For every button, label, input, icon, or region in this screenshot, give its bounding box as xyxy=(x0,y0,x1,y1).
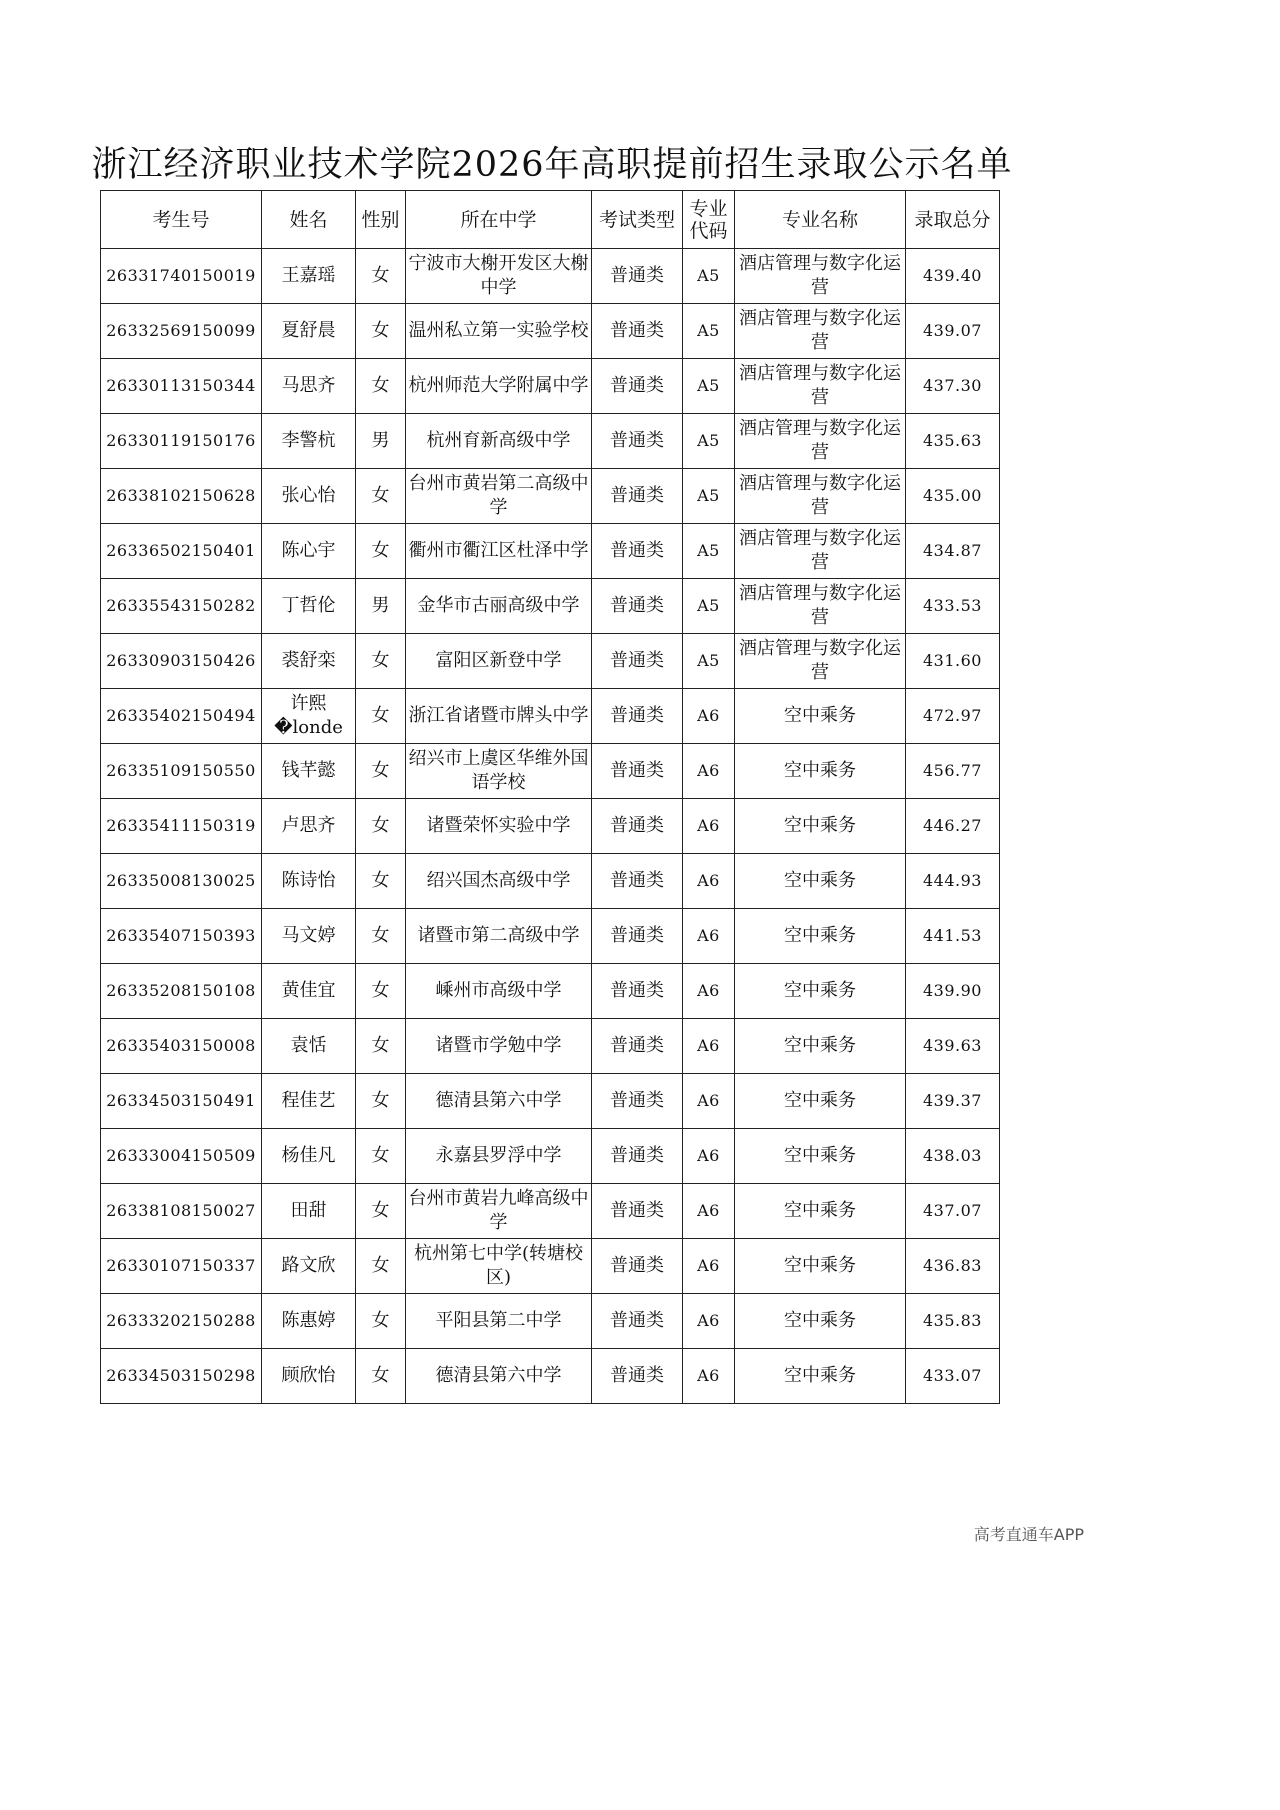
candidate-id-cell: 26330113150344 xyxy=(101,359,262,414)
exam-type-cell: 普通类 xyxy=(592,1074,683,1129)
candidate-id-cell: 26335208150108 xyxy=(101,964,262,1019)
major-code-cell: A5 xyxy=(683,634,735,689)
total-score-cell: 433.07 xyxy=(906,1349,1000,1404)
column-header: 所在中学 xyxy=(406,191,592,249)
candidate-id-cell: 26330107150337 xyxy=(101,1239,262,1294)
school-cell: 德清县第六中学 xyxy=(406,1349,592,1404)
name-cell: 黄佳宜 xyxy=(262,964,356,1019)
table-row xyxy=(101,799,1000,854)
candidate-id-cell: 26335411150319 xyxy=(101,799,262,854)
watermark-text: 高考直通车APP xyxy=(973,1525,1084,1544)
column-header: 专业代码 xyxy=(683,191,735,249)
school-cell: 德清县第六中学 xyxy=(406,1074,592,1129)
name-cell: 夏舒晨 xyxy=(262,304,356,359)
table-row xyxy=(101,249,1000,304)
school-cell: 杭州育新高级中学 xyxy=(406,414,592,469)
major-name-cell: 空中乘务 xyxy=(735,1349,906,1404)
gender-cell: 女 xyxy=(356,744,406,799)
table-row xyxy=(101,689,1000,744)
table-row xyxy=(101,1074,1000,1129)
school-cell: 诸暨市第二高级中学 xyxy=(406,909,592,964)
table-row xyxy=(101,1239,1000,1294)
total-score-cell: 439.40 xyxy=(906,249,1000,304)
table-row xyxy=(101,1184,1000,1239)
name-cell: 钱芊懿 xyxy=(262,744,356,799)
gender-cell: 女 xyxy=(356,1019,406,1074)
table-body xyxy=(101,249,1000,1404)
name-cell: 王嘉瑶 xyxy=(262,249,356,304)
school-cell: 富阳区新登中学 xyxy=(406,634,592,689)
name-cell: 张心怡 xyxy=(262,469,356,524)
total-score-cell: 472.97 xyxy=(906,689,1000,744)
gender-cell: 女 xyxy=(356,909,406,964)
name-cell: 陈心宇 xyxy=(262,524,356,579)
major-code-cell: A6 xyxy=(683,1239,735,1294)
exam-type-cell: 普通类 xyxy=(592,1349,683,1404)
exam-type-cell: 普通类 xyxy=(592,414,683,469)
name-cell: 路文欣 xyxy=(262,1239,356,1294)
major-name-cell: 空中乘务 xyxy=(735,1239,906,1294)
gender-cell: 女 xyxy=(356,799,406,854)
candidate-id-cell: 26333004150509 xyxy=(101,1129,262,1184)
exam-type-cell: 普通类 xyxy=(592,579,683,634)
school-cell: 台州市黄岩九峰高级中学 xyxy=(406,1184,592,1239)
school-cell: 绍兴市上虞区华维外国语学校 xyxy=(406,744,592,799)
major-name-cell: 空中乘务 xyxy=(735,1294,906,1349)
major-code-cell: A5 xyxy=(683,469,735,524)
total-score-cell: 446.27 xyxy=(906,799,1000,854)
school-cell: 嵊州市高级中学 xyxy=(406,964,592,1019)
major-name-cell: 酒店管理与数字化运营 xyxy=(735,359,906,414)
name-cell: 杨佳凡 xyxy=(262,1129,356,1184)
table-row xyxy=(101,634,1000,689)
column-header: 录取总分 xyxy=(906,191,1000,249)
gender-cell: 女 xyxy=(356,304,406,359)
gender-cell: 女 xyxy=(356,634,406,689)
table-row xyxy=(101,469,1000,524)
gender-cell: 男 xyxy=(356,579,406,634)
major-name-cell: 空中乘务 xyxy=(735,1074,906,1129)
school-cell: 杭州第七中学(转塘校区) xyxy=(406,1239,592,1294)
major-code-cell: A5 xyxy=(683,579,735,634)
major-code-cell: A6 xyxy=(683,1129,735,1184)
school-cell: 绍兴国杰高级中学 xyxy=(406,854,592,909)
major-name-cell: 空中乘务 xyxy=(735,1184,906,1239)
exam-type-cell: 普通类 xyxy=(592,304,683,359)
gender-cell: 女 xyxy=(356,524,406,579)
major-code-cell: A6 xyxy=(683,744,735,799)
candidate-id-cell: 26334503150491 xyxy=(101,1074,262,1129)
candidate-id-cell: 26335543150282 xyxy=(101,579,262,634)
gender-cell: 女 xyxy=(356,964,406,1019)
major-code-cell: A6 xyxy=(683,909,735,964)
school-cell: 浙江省诸暨市牌头中学 xyxy=(406,689,592,744)
major-name-cell: 空中乘务 xyxy=(735,799,906,854)
candidate-id-cell: 26332569150099 xyxy=(101,304,262,359)
candidate-id-cell: 26335402150494 xyxy=(101,689,262,744)
name-cell: 许熙�londe xyxy=(262,689,356,744)
major-code-cell: A6 xyxy=(683,799,735,854)
major-name-cell: 酒店管理与数字化运营 xyxy=(735,524,906,579)
column-header: 考生号 xyxy=(101,191,262,249)
candidate-id-cell: 26330903150426 xyxy=(101,634,262,689)
school-cell: 诸暨荣怀实验中学 xyxy=(406,799,592,854)
table-row xyxy=(101,304,1000,359)
school-cell: 衢州市衢江区杜泽中学 xyxy=(406,524,592,579)
name-cell: 裘舒栾 xyxy=(262,634,356,689)
table-row xyxy=(101,524,1000,579)
gender-cell: 女 xyxy=(356,469,406,524)
gender-cell: 女 xyxy=(356,249,406,304)
gender-cell: 女 xyxy=(356,1294,406,1349)
major-code-cell: A6 xyxy=(683,964,735,1019)
major-code-cell: A6 xyxy=(683,689,735,744)
major-code-cell: A6 xyxy=(683,1019,735,1074)
column-header: 性别 xyxy=(356,191,406,249)
candidate-id-cell: 26334503150298 xyxy=(101,1349,262,1404)
candidate-id-cell: 26331740150019 xyxy=(101,249,262,304)
name-cell: 顾欣怡 xyxy=(262,1349,356,1404)
gender-cell: 女 xyxy=(356,1074,406,1129)
major-code-cell: A5 xyxy=(683,359,735,414)
major-name-cell: 酒店管理与数字化运营 xyxy=(735,414,906,469)
school-cell: 宁波市大榭开发区大榭中学 xyxy=(406,249,592,304)
major-name-cell: 空中乘务 xyxy=(735,909,906,964)
name-cell: 马思齐 xyxy=(262,359,356,414)
exam-type-cell: 普通类 xyxy=(592,799,683,854)
gender-cell: 女 xyxy=(356,1129,406,1184)
gender-cell: 女 xyxy=(356,1184,406,1239)
total-score-cell: 437.30 xyxy=(906,359,1000,414)
school-cell: 金华市古丽高级中学 xyxy=(406,579,592,634)
major-name-cell: 空中乘务 xyxy=(735,964,906,1019)
major-name-cell: 酒店管理与数字化运营 xyxy=(735,634,906,689)
total-score-cell: 439.63 xyxy=(906,1019,1000,1074)
school-cell: 温州私立第一实验学校 xyxy=(406,304,592,359)
exam-type-cell: 普通类 xyxy=(592,909,683,964)
major-name-cell: 酒店管理与数字化运营 xyxy=(735,469,906,524)
gender-cell: 女 xyxy=(356,689,406,744)
table-row xyxy=(101,1019,1000,1074)
exam-type-cell: 普通类 xyxy=(592,1239,683,1294)
gender-cell: 女 xyxy=(356,1349,406,1404)
table-row xyxy=(101,854,1000,909)
column-header: 姓名 xyxy=(262,191,356,249)
exam-type-cell: 普通类 xyxy=(592,1019,683,1074)
major-code-cell: A5 xyxy=(683,524,735,579)
major-name-cell: 空中乘务 xyxy=(735,689,906,744)
major-code-cell: A6 xyxy=(683,1074,735,1129)
name-cell: 程佳艺 xyxy=(262,1074,356,1129)
total-score-cell: 439.37 xyxy=(906,1074,1000,1129)
table-row xyxy=(101,579,1000,634)
table-row xyxy=(101,744,1000,799)
major-name-cell: 酒店管理与数字化运营 xyxy=(735,249,906,304)
table-row xyxy=(101,1349,1000,1404)
name-cell: 陈诗怡 xyxy=(262,854,356,909)
total-score-cell: 439.07 xyxy=(906,304,1000,359)
exam-type-cell: 普通类 xyxy=(592,634,683,689)
table-header-row xyxy=(101,191,1000,249)
candidate-id-cell: 26333202150288 xyxy=(101,1294,262,1349)
name-cell: 李警杭 xyxy=(262,414,356,469)
school-cell: 永嘉县罗浮中学 xyxy=(406,1129,592,1184)
table-row xyxy=(101,1129,1000,1184)
major-name-cell: 酒店管理与数字化运营 xyxy=(735,579,906,634)
exam-type-cell: 普通类 xyxy=(592,744,683,799)
total-score-cell: 435.00 xyxy=(906,469,1000,524)
major-code-cell: A6 xyxy=(683,1184,735,1239)
candidate-id-cell: 26335403150008 xyxy=(101,1019,262,1074)
total-score-cell: 444.93 xyxy=(906,854,1000,909)
total-score-cell: 438.03 xyxy=(906,1129,1000,1184)
school-cell: 杭州师范大学附属中学 xyxy=(406,359,592,414)
column-header: 专业名称 xyxy=(735,191,906,249)
major-code-cell: A5 xyxy=(683,414,735,469)
gender-cell: 女 xyxy=(356,359,406,414)
total-score-cell: 435.83 xyxy=(906,1294,1000,1349)
table-row xyxy=(101,909,1000,964)
table-row xyxy=(101,1294,1000,1349)
name-cell: 丁哲伦 xyxy=(262,579,356,634)
table-row xyxy=(101,964,1000,1019)
major-code-cell: A5 xyxy=(683,304,735,359)
school-cell: 诸暨市学勉中学 xyxy=(406,1019,592,1074)
exam-type-cell: 普通类 xyxy=(592,359,683,414)
exam-type-cell: 普通类 xyxy=(592,1184,683,1239)
exam-type-cell: 普通类 xyxy=(592,1294,683,1349)
major-code-cell: A5 xyxy=(683,249,735,304)
exam-type-cell: 普通类 xyxy=(592,249,683,304)
candidate-id-cell: 26330119150176 xyxy=(101,414,262,469)
major-code-cell: A6 xyxy=(683,1294,735,1349)
total-score-cell: 441.53 xyxy=(906,909,1000,964)
exam-type-cell: 普通类 xyxy=(592,1129,683,1184)
name-cell: 袁恬 xyxy=(262,1019,356,1074)
gender-cell: 女 xyxy=(356,1239,406,1294)
candidate-id-cell: 26335407150393 xyxy=(101,909,262,964)
total-score-cell: 437.07 xyxy=(906,1184,1000,1239)
admission-table xyxy=(100,190,1000,1404)
gender-cell: 女 xyxy=(356,854,406,909)
name-cell: 卢思齐 xyxy=(262,799,356,854)
exam-type-cell: 普通类 xyxy=(592,689,683,744)
table-row xyxy=(101,359,1000,414)
exam-type-cell: 普通类 xyxy=(592,524,683,579)
total-score-cell: 435.63 xyxy=(906,414,1000,469)
major-code-cell: A6 xyxy=(683,854,735,909)
major-name-cell: 酒店管理与数字化运营 xyxy=(735,304,906,359)
school-cell: 平阳县第二中学 xyxy=(406,1294,592,1349)
exam-type-cell: 普通类 xyxy=(592,964,683,1019)
candidate-id-cell: 26335109150550 xyxy=(101,744,262,799)
candidate-id-cell: 26338102150628 xyxy=(101,469,262,524)
column-header: 考试类型 xyxy=(592,191,683,249)
major-name-cell: 空中乘务 xyxy=(735,1129,906,1184)
name-cell: 陈惠婷 xyxy=(262,1294,356,1349)
major-name-cell: 空中乘务 xyxy=(735,1019,906,1074)
total-score-cell: 434.87 xyxy=(906,524,1000,579)
school-cell: 台州市黄岩第二高级中学 xyxy=(406,469,592,524)
candidate-id-cell: 26338108150027 xyxy=(101,1184,262,1239)
total-score-cell: 433.53 xyxy=(906,579,1000,634)
major-name-cell: 空中乘务 xyxy=(735,854,906,909)
total-score-cell: 439.90 xyxy=(906,964,1000,1019)
major-name-cell: 空中乘务 xyxy=(735,744,906,799)
name-cell: 马文婷 xyxy=(262,909,356,964)
name-cell: 田甜 xyxy=(262,1184,356,1239)
total-score-cell: 431.60 xyxy=(906,634,1000,689)
total-score-cell: 436.83 xyxy=(906,1239,1000,1294)
table-row xyxy=(101,414,1000,469)
gender-cell: 男 xyxy=(356,414,406,469)
page-title: 浙江经济职业技术学院2026年高职提前招生录取公示名单 xyxy=(91,145,1013,185)
candidate-id-cell: 26336502150401 xyxy=(101,524,262,579)
major-code-cell: A6 xyxy=(683,1349,735,1404)
exam-type-cell: 普通类 xyxy=(592,469,683,524)
total-score-cell: 456.77 xyxy=(906,744,1000,799)
candidate-id-cell: 26335008130025 xyxy=(101,854,262,909)
exam-type-cell: 普通类 xyxy=(592,854,683,909)
